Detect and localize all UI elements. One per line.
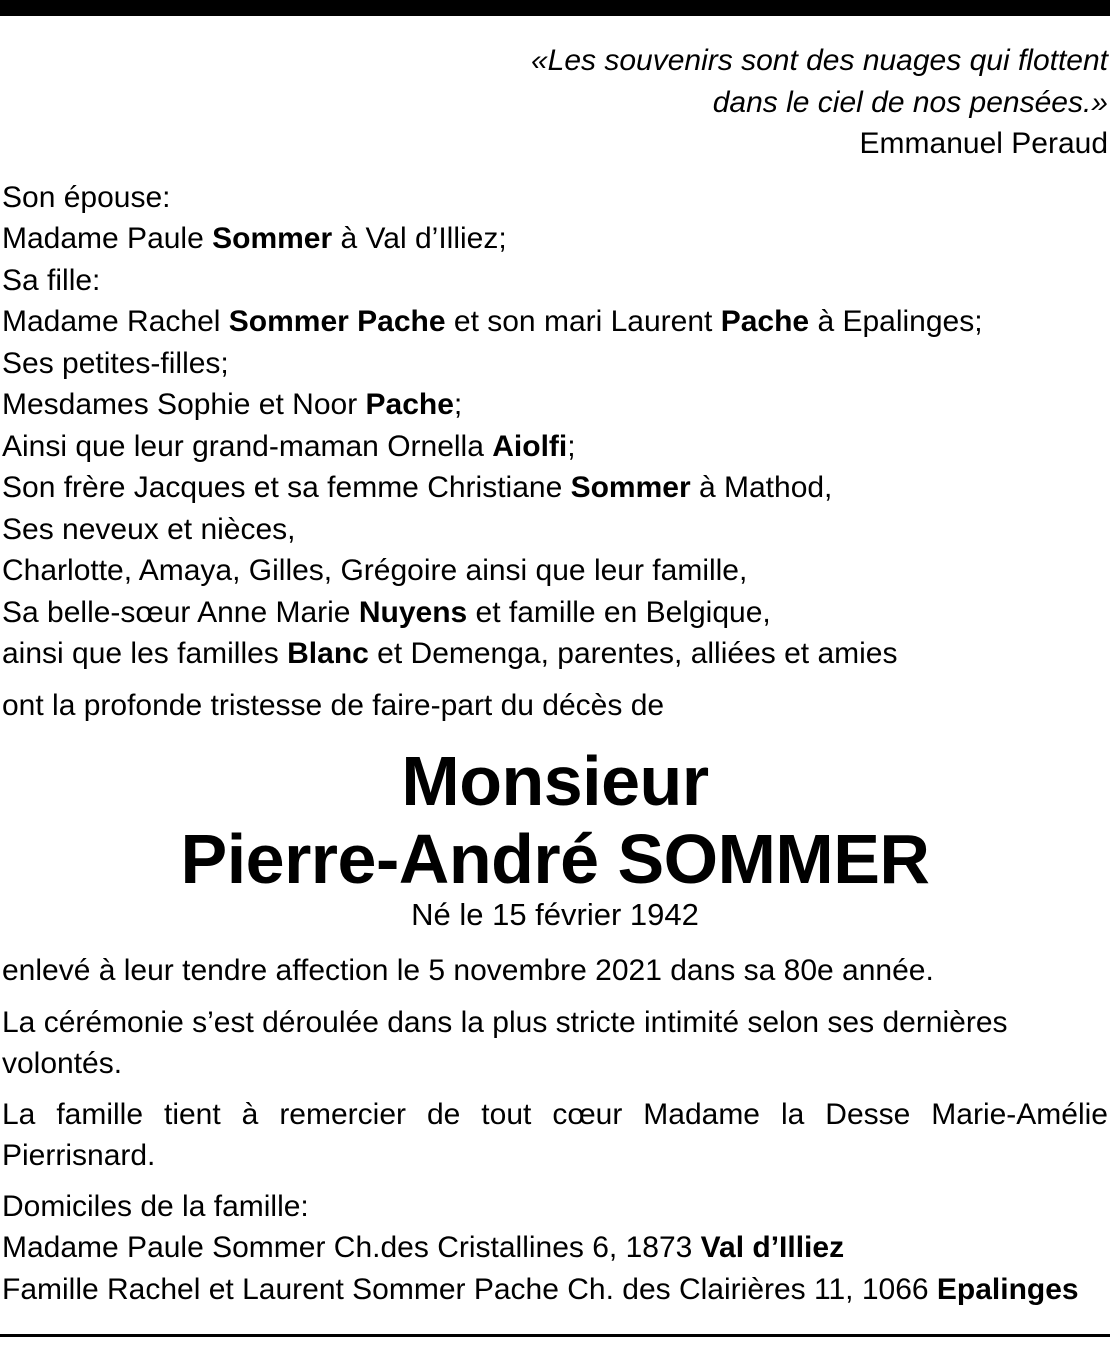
quote-line-2: dans le ciel de nos pensées.»	[712, 85, 1108, 119]
birth-date: Né le 15 février 1942	[411, 897, 699, 932]
family-line: Ses neveux et nièces,	[2, 512, 296, 546]
family-line: Ses petites-filles;	[2, 346, 229, 380]
top-rule	[0, 0, 1110, 16]
family-line: Charlotte, Amaya, Gilles, Grégoire ainsi que leur famille,	[2, 554, 748, 587]
family-list	[2, 177, 1108, 675]
family-line: Ainsi que leur grand-maman Ornella Aiolfi;	[2, 429, 576, 463]
death-line: enlevé à leur tendre affection le 5 novembre 2021 dans sa 80e année.	[2, 954, 934, 987]
bottom-rule	[0, 1334, 1110, 1337]
announcement: ont la profonde tristesse de faire-part du décès de	[2, 688, 665, 722]
deceased-title: Monsieur	[401, 742, 709, 820]
family-line: Sa belle-sœur Anne Marie Nuyens et famille en Belgique,	[2, 595, 771, 629]
family-line: Madame Rachel Sommer Pache et son mari Laurent Pache à Epalinges;	[2, 305, 983, 338]
ceremony-paragraph: La cérémonie s’est déroulée dans la plus stricte intimité selon ses dernières volontés.	[2, 1005, 1008, 1080]
family-line: Son épouse:	[2, 180, 171, 214]
family-line: Madame Paule Sommer à Val d’Illiez;	[2, 222, 507, 255]
family-line: Sa fille:	[2, 263, 101, 297]
thanks-paragraph: La famille tient à remercier de tout cœur Madame la Desse Marie-Amélie Pierrisnard.	[2, 1097, 1108, 1172]
family-line: ainsi que les familles Blanc et Demenga, parentes, alliées et amies	[2, 637, 898, 670]
domicile-address: Madame Paule Sommer Ch.des Cristallines 6, 1873 Val d’Illiez	[2, 1231, 845, 1264]
domiciles-block	[2, 1186, 1108, 1311]
domicile-address: Famille Rachel et Laurent Sommer Pache Ch. des Clairières 11, 1066 Epalinges	[2, 1272, 1079, 1306]
quote-line-1: «Les souvenirs sont des nuages qui flottent	[530, 44, 1108, 77]
deceased-name: Pierre-André SOMMER	[180, 820, 930, 898]
obituary-notice	[2, 40, 1108, 1310]
quote-author: Emmanuel Peraud	[859, 127, 1108, 160]
domiciles-heading: Domiciles de la famille:	[2, 1189, 309, 1223]
family-line: Mesdames Sophie et Noor Pache;	[2, 388, 463, 421]
family-line: Son frère Jacques et sa femme Christiane Sommer à Mathod,	[2, 471, 833, 504]
quote-block	[2, 40, 1108, 165]
